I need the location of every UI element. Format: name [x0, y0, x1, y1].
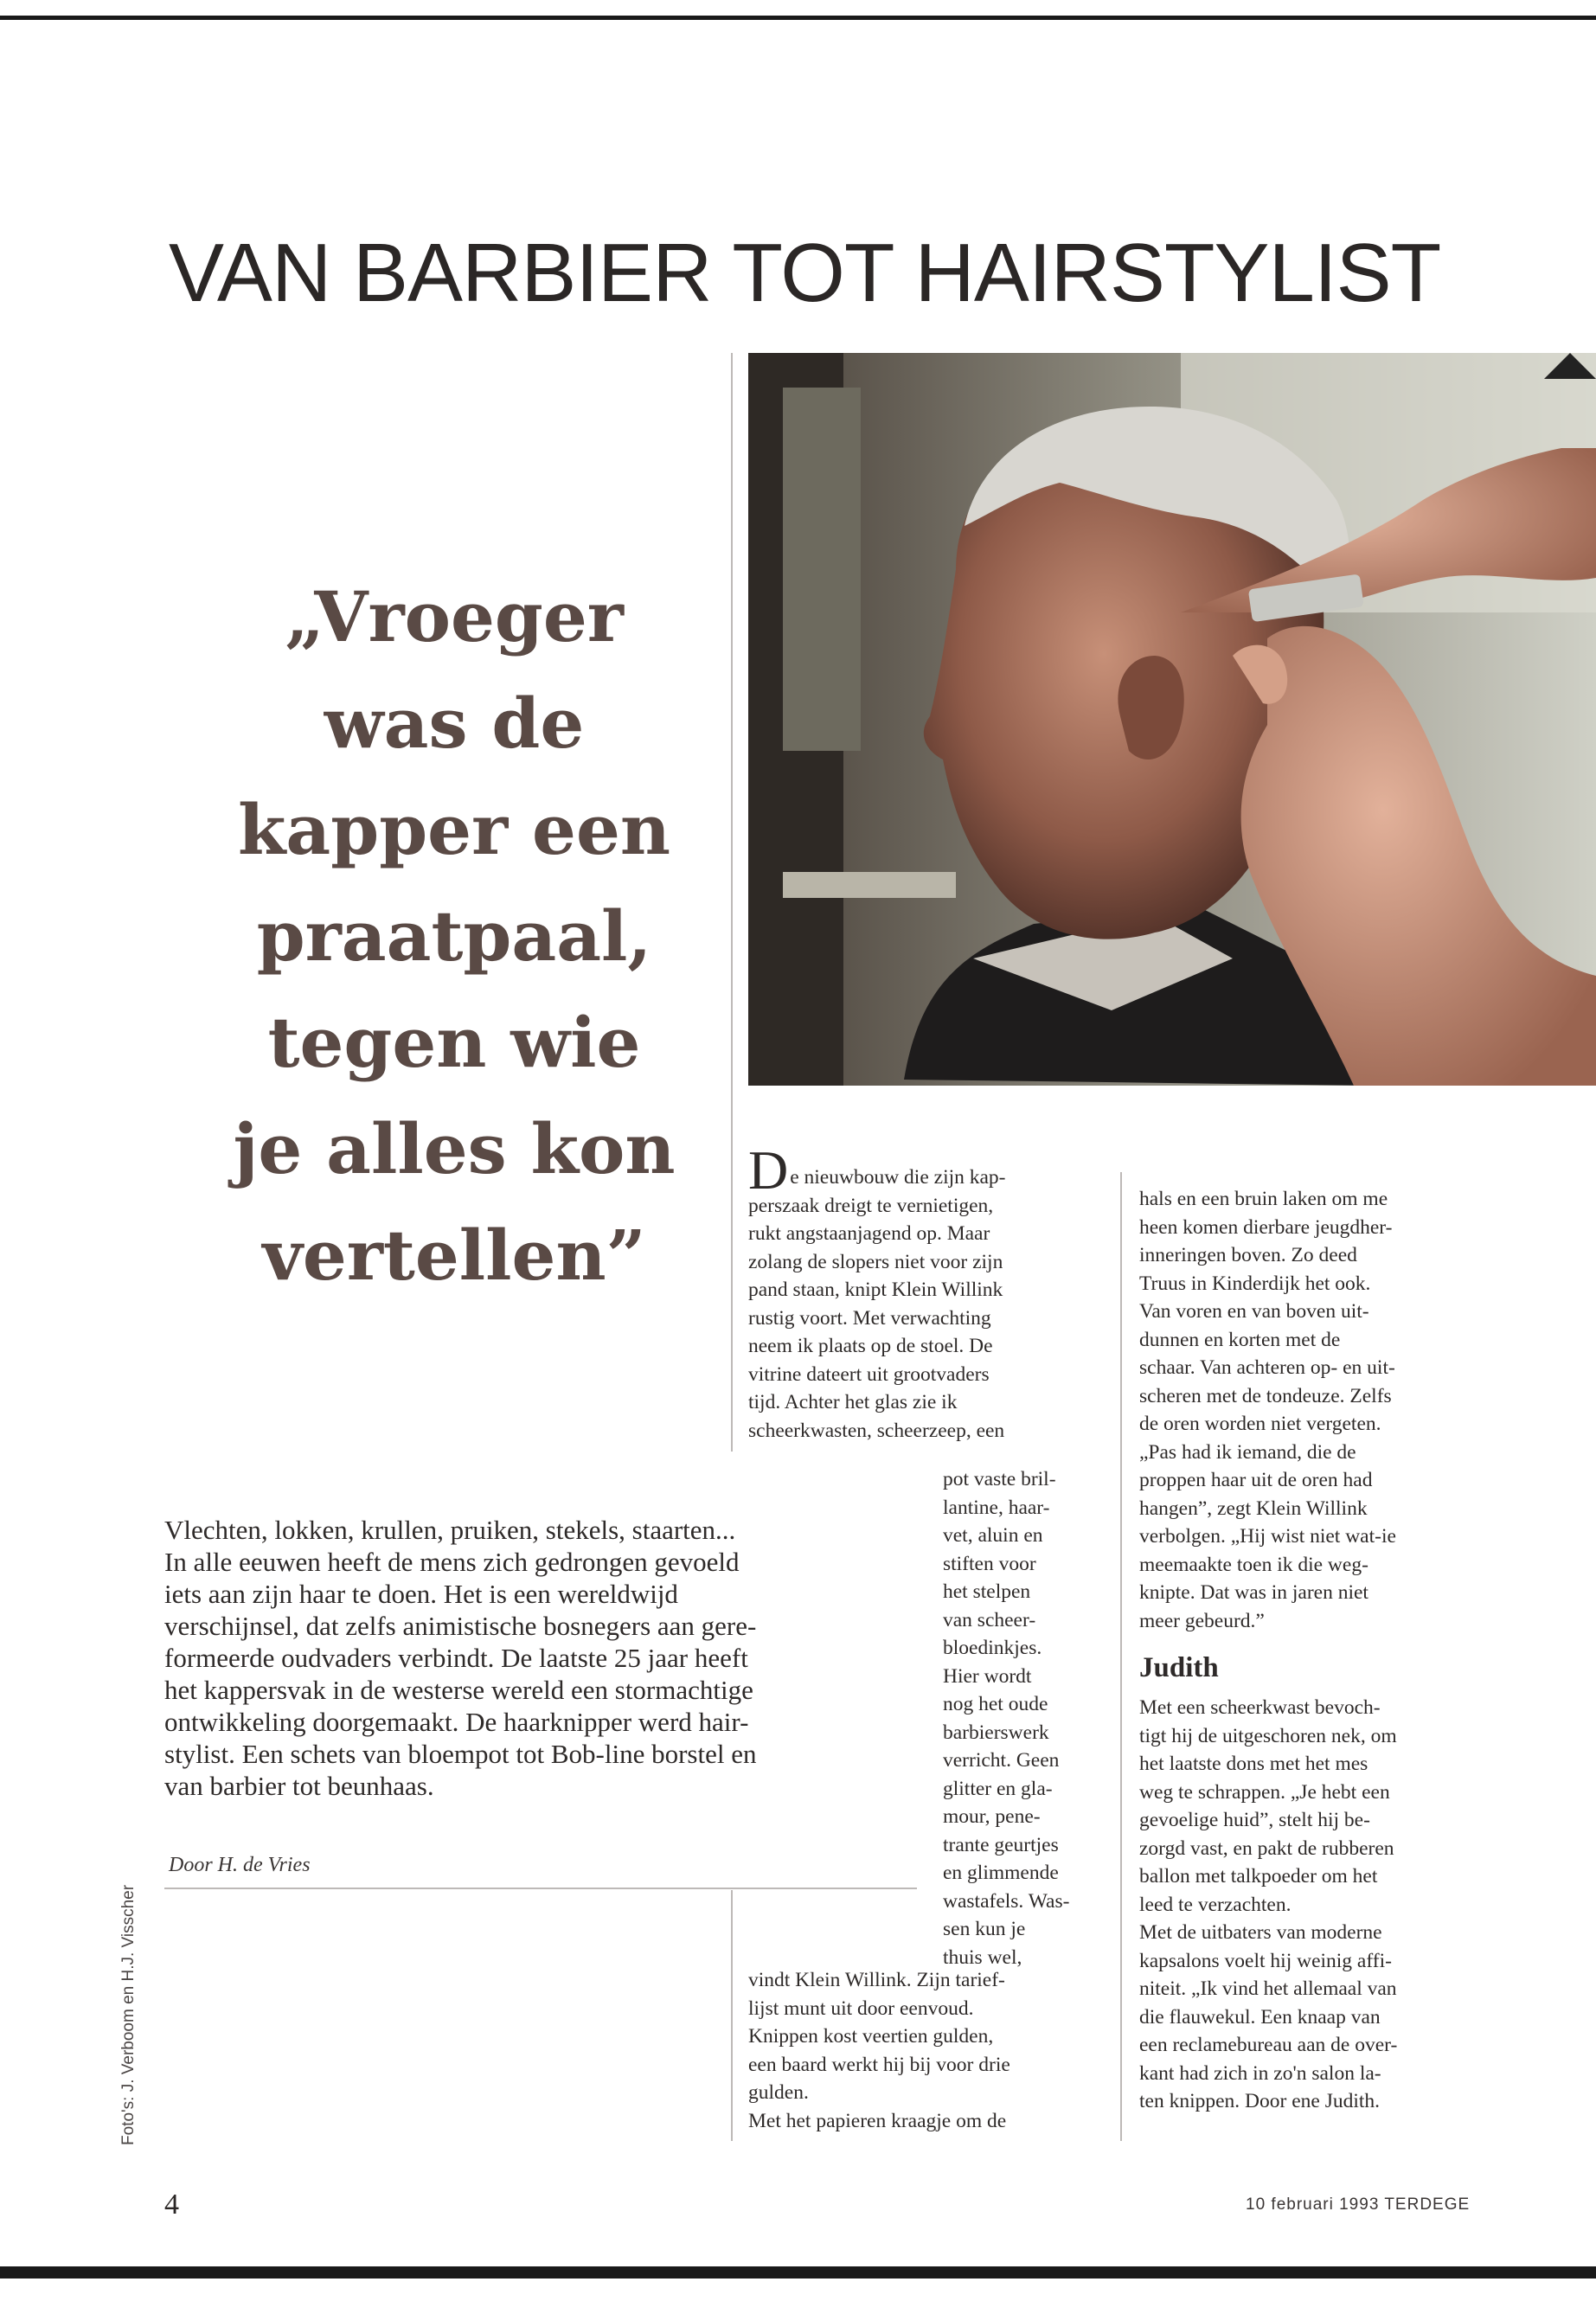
column-line: perszaak dreigt te vernietigen, [748, 1194, 994, 1217]
column-line: kapsalons voelt hij weinig affi- [1139, 1949, 1392, 1972]
intro-line: Vlechten, lokken, krullen, pruiken, stekels, staarten... [164, 1515, 736, 1545]
intro-line: formeerde oudvaders verbindt. De laatste 25 jaar heeft [164, 1643, 748, 1673]
column-line: rustig voort. Met verwachting [748, 1306, 991, 1330]
pull-quote-line: tegen wie [267, 1002, 641, 1083]
pull-quote-line: was de [324, 683, 585, 764]
column-line: vitrine dateert uit grootvaders [748, 1362, 990, 1386]
pull-quote [169, 564, 740, 1309]
column-line: Truus in Kinderdijk het ook. [1139, 1272, 1371, 1295]
column-line: tigt hij de uitgeschoren nek, om [1139, 1724, 1397, 1747]
intro-paragraph [164, 1514, 891, 1802]
column-line: Knippen kost veertien gulden, [748, 2025, 994, 2048]
column-line: kant had zich in zo'n salon la- [1139, 2061, 1381, 2085]
column-line: bloedinkjes. [943, 1637, 1042, 1659]
subhead: Judith [1139, 1652, 1219, 1683]
column-line: proppen haar uit de oren had [1139, 1469, 1373, 1491]
column-line: wastafels. Was- [943, 1889, 1070, 1913]
column-line: Met de uitbaters van moderne [1139, 1921, 1382, 1944]
column-line: vindt Klein Willink. Zijn tarief- [748, 1969, 1005, 1991]
headline: VAN BARBIER TOT HAIRSTYLIST [169, 227, 1441, 319]
column-line: gevoelige huid”, stelt hij be- [1139, 1809, 1370, 1831]
column-line: lijst munt uit door eenvoud. [748, 1997, 974, 2020]
column-line: vet, aluin en [943, 1524, 1043, 1547]
column-line: heen komen dierbare jeugdher- [1139, 1215, 1393, 1239]
column-line: verbolgen. „Hij wist niet wat-ie [1139, 1525, 1396, 1548]
column-line: Met een scheerkwast bevoch- [1139, 1696, 1381, 1719]
column-line: nog het oude [943, 1693, 1048, 1715]
column-line: hals en een bruin laken om me [1139, 1188, 1388, 1210]
column-line: hangen”, zegt Klein Willink [1139, 1497, 1368, 1520]
column-1-bottom [748, 1966, 1010, 2135]
column-line: pand staan, knipt Klein Willink [748, 1279, 1003, 1301]
column-line: en glimmende [943, 1862, 1059, 1884]
column-line: schaar. Van achteren op- en uit- [1139, 1356, 1395, 1379]
pull-quote-line: „Vroeger [285, 576, 624, 657]
column-line: pot vaste bril- [943, 1468, 1056, 1490]
column-rule-middle [1120, 1172, 1122, 2141]
column-line: rukt angstaanjagend op. Maar [748, 1222, 990, 1245]
column-line: Met het papieren kraagje om de [748, 2109, 1007, 2132]
column-line: zorgd vast, en pakt de rubberen [1139, 1836, 1394, 1860]
column-line: scheren met de tondeuze. Zelfs [1139, 1384, 1392, 1407]
intro-line: van barbier tot beunhaas. [164, 1771, 434, 1801]
column-line: mour, pene- [943, 1805, 1041, 1828]
column-line: trante geurtjes [943, 1833, 1059, 1856]
column-line: leed te verzachten. [1139, 1893, 1292, 1916]
column-line: stiften voor [943, 1552, 1036, 1575]
column-line: zolang de slopers niet voor zijn [748, 1250, 1003, 1273]
column-line: verricht. Geen [943, 1749, 1060, 1772]
column-line: de oren worden niet vergeten. [1139, 1413, 1381, 1435]
column-line: glitter en gla- [943, 1777, 1053, 1800]
pull-quote-line: vertellen” [262, 1215, 646, 1296]
column-line: van scheer- [943, 1608, 1036, 1631]
pull-quote-line: je alles kon [233, 1108, 676, 1189]
intro-line: stylist. Een schets van bloempot tot Bob-line borstel en [164, 1739, 757, 1769]
column-line: tijd. Achter het glas zie ik [748, 1391, 958, 1413]
column-line: inneringen boven. Zo deed [1139, 1244, 1357, 1266]
pull-quote-line: kapper een [238, 789, 670, 870]
intro-line: In alle eeuwen heeft de mens zich gedrongen gevoeld [164, 1547, 740, 1577]
column-line: een baard werkt hij bij voor drie [748, 2053, 1010, 2076]
first-line-text: e nieuwbouw die zijn kap- [790, 1166, 1006, 1189]
column-line: ballon met talkpoeder om het [1139, 1865, 1378, 1888]
intro-line: verschijnsel, dat zelfs animistische bosnegers aan gere- [164, 1611, 757, 1641]
column-1-narrow [943, 1465, 1069, 1971]
column-line: het stelpen [943, 1580, 1031, 1603]
column-2 [1139, 1185, 1397, 2116]
byline: Door H. de Vries [169, 1854, 311, 1876]
drop-cap: D [748, 1139, 789, 1201]
column-line: een reclamebureau aan de over- [1139, 2034, 1398, 2056]
pull-quote-line: praatpaal, [256, 895, 652, 977]
column-line: Hier wordt [943, 1664, 1032, 1688]
bottom-rule [0, 2266, 1596, 2279]
column-line: ten knippen. Door ene Judith. [1139, 2090, 1381, 2112]
footer-date: 10 februari 1993 TERDEGE [1246, 2195, 1471, 2214]
column-rule-left [731, 353, 733, 1452]
column-line: dunnen en korten met de [1139, 1328, 1341, 1351]
column-line: meemaakte toen ik die weg- [1139, 1553, 1368, 1576]
column-line: barbierswerk [943, 1721, 1049, 1744]
column-rule-left-lower [731, 1890, 733, 2141]
intro-line: iets aan zijn haar te doen. Het is een wereldwijd [164, 1579, 678, 1609]
column-1-top [748, 1139, 1006, 1445]
column-line: Van voren en van boven uit- [1139, 1300, 1369, 1323]
column-line: sen kun je [943, 1918, 1026, 1940]
top-rule [0, 16, 1596, 20]
column-line: meer gebeurd.” [1139, 1609, 1265, 1632]
column-line: weg te schrappen. „Je hebt een [1139, 1780, 1390, 1804]
column-line: thuis wel, [943, 1945, 1022, 1969]
column-line: het laatste dons met het mes [1139, 1753, 1368, 1775]
column-line: scheerkwasten, scheerzeep, een [748, 1419, 1005, 1442]
byline-rule [164, 1888, 917, 1889]
column-line: „Pas had ik iemand, die de [1139, 1440, 1356, 1464]
column-line: niteit. „Ik vind het allemaal van [1139, 1977, 1397, 2000]
column-line [748, 1139, 1006, 1201]
column-line: gulden. [748, 2081, 809, 2104]
page-number: 4 [164, 2189, 179, 2221]
column-line: neem ik plaats op de stoel. De [748, 1335, 993, 1357]
intro-line: ontwikkeling doorgemaakt. De haarknipper werd hair- [164, 1707, 749, 1737]
column-line: lantine, haar- [943, 1496, 1050, 1519]
column-line: knipte. Dat was in jaren niet [1139, 1581, 1368, 1604]
intro-line: het kappersvak in de westerse wereld een stormachtige [164, 1675, 753, 1705]
photo-credit: Foto's: J. Verboom en H.J. Visscher [119, 1884, 138, 2145]
barber-photo-icon [748, 353, 1596, 1086]
column-line: die flauwekul. Een knaap van [1139, 2005, 1381, 2029]
